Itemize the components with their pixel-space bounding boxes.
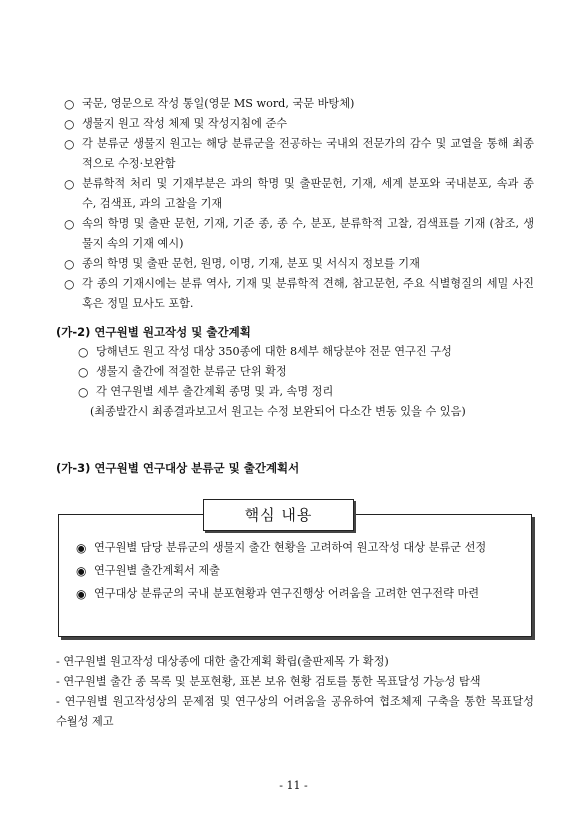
circle-bullet-icon: ○	[64, 257, 75, 271]
section-heading-a2: (가-2) 연구원별 원고작성 및 출간계획	[56, 325, 251, 339]
list-item-text: 분류학적 처리 및 기재부분은 과의 학명 및 출판문헌, 기재, 세계 분포와 국내분포, 속과 종 수, 검색표, 과의 고찰을 기재	[82, 177, 534, 210]
list-item: - 연구원별 원고작성상의 문제점 및 연구상의 어려움을 공유하여 협조체제 구축을 통한 목표달성 수월성 제고	[56, 695, 534, 728]
list-item	[78, 382, 536, 402]
circle-bullet-icon: ○	[78, 345, 89, 359]
list-item-text: 연구원별 담당 분류군의 생물지 출간 현황을 고려하여 원고작성 대상 분류군 선정	[94, 541, 487, 554]
circle-bullet-icon: ○	[78, 365, 89, 379]
list-item	[64, 214, 534, 254]
target-bullet-icon: ◉	[76, 564, 87, 578]
list-item	[64, 94, 534, 114]
circle-bullet-icon: ○	[64, 137, 75, 151]
list-item-text: 당해년도 원고 작성 대상 350종에 대한 8세부 해당분야 전문 연구진 구성	[96, 345, 452, 358]
page-number: - 11 -	[279, 779, 308, 792]
list-item	[64, 134, 534, 174]
revision-note: (최종발간시 최종결과보고서 원고는 수정 보완되어 다소간 변동 있을 수 있음)	[90, 405, 466, 418]
section-a2-list	[78, 342, 536, 422]
dash-list	[56, 652, 534, 732]
list-item-text: 속의 학명 및 출판 문헌, 기재, 기준 종, 종 수, 분포, 분류학적 고찰, 검색표를 기재 (참조, 생물지 속의 기재 예시)	[82, 217, 534, 250]
circle-bullet-icon: ○	[78, 385, 89, 399]
list-item-text: 생물지 출간에 적절한 분류군 단위 확정	[96, 365, 287, 378]
circle-bullet-icon: ○	[64, 177, 75, 191]
list-item-text: 각 분류군 생물지 원고는 해당 분류군을 전공하는 국내외 전문가의 감수 및 교열을 통해 최종적으로 수정·보완함	[82, 137, 534, 170]
section-heading-a3: (가-3) 연구원별 연구대상 분류군 및 출간계획서	[56, 461, 300, 475]
list-item-text: 연구대상 분류군의 국내 분포현황과 연구진행상 어려움을 고려한 연구전략 마련	[94, 587, 480, 600]
list-item-text: 각 종의 기재시에는 분류 역사, 기재 및 분류학적 견해, 참고문헌, 주요 식별형질의 세밀 사진 혹은 정밀 묘사도 포함.	[82, 277, 534, 310]
list-item-text: 종의 학명 및 출판 문헌, 원명, 이명, 기재, 분포 및 서식지 정보를 기재	[82, 257, 420, 270]
list-item: - 연구원별 출간 종 목록 및 분포현황, 표본 보유 현황 검토를 통한 목표달성 가능성 탐색	[56, 675, 481, 688]
list-item-text: 연구원별 출간계획서 제출	[94, 564, 220, 577]
list-item: - 연구원별 원고작성 대상종에 대한 출간계획 확립(출판제목 가 확정)	[56, 655, 389, 668]
circle-bullet-icon: ○	[64, 277, 75, 291]
summary-title: 핵심 내용	[203, 499, 354, 531]
list-item	[78, 362, 536, 382]
summary-list	[76, 541, 510, 610]
intro-bullet-list	[64, 94, 534, 314]
list-item	[64, 114, 534, 134]
list-item	[64, 254, 534, 274]
list-item-text: 생물지 원고 작성 체제 및 작성지침에 준수	[82, 117, 288, 130]
target-bullet-icon: ◉	[76, 587, 87, 601]
list-item	[76, 564, 510, 578]
list-item-text: 각 연구원별 세부 출간계획 종명 및 과, 속명 정리	[96, 385, 334, 398]
list-item	[64, 174, 534, 214]
circle-bullet-icon: ○	[64, 117, 75, 131]
list-item-text: 국문, 영문으로 작성 통일(영문 MS word, 국문 바탕체)	[82, 97, 355, 110]
target-bullet-icon: ◉	[76, 541, 87, 555]
circle-bullet-icon: ○	[64, 217, 75, 231]
list-item	[64, 274, 534, 314]
circle-bullet-icon: ○	[64, 97, 75, 111]
list-item	[76, 541, 510, 555]
list-item	[76, 587, 510, 601]
list-item	[78, 342, 536, 362]
